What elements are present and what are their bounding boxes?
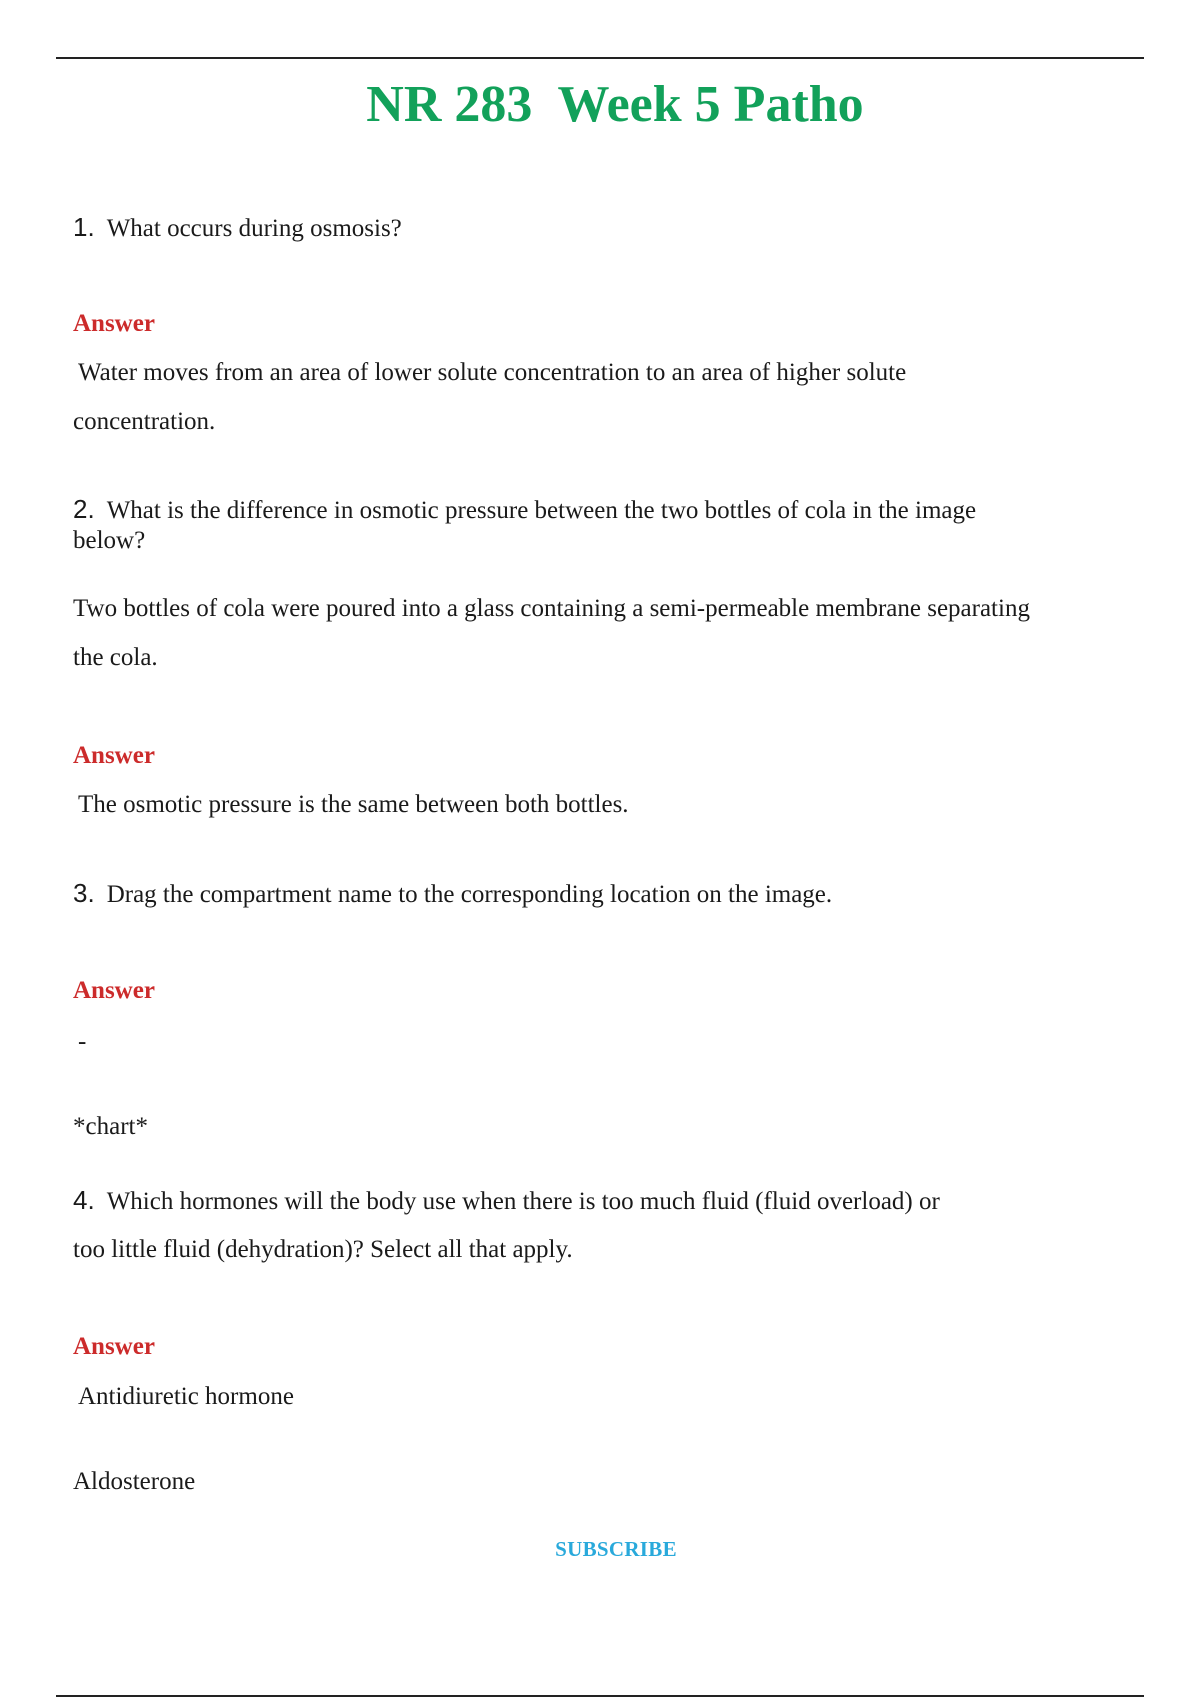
question-4-text: Which hormones will the body use when there is too much fluid (fluid overload) or (106, 1188, 940, 1215)
question-3-number: 3. (73, 878, 95, 908)
question-1-text: What occurs during osmosis? (106, 215, 402, 242)
question-3-text: Drag the compartment name to the corresponding location on the image. (106, 881, 833, 908)
answer-1-label: Answer (73, 310, 155, 337)
document-title: NR 283 Week 5 Patho (366, 76, 864, 133)
question-2-context-line-2: the cola. (73, 644, 158, 671)
answer-4-label: Answer (73, 1333, 155, 1360)
question-1 (73, 212, 402, 244)
answer-3-chart-placeholder: *chart* (73, 1113, 148, 1140)
subscribe-link[interactable]: SUBSCRIBE (555, 1537, 677, 1561)
answer-1-line-1: Water moves from an area of lower solute concentration to an area of higher solute (78, 359, 907, 386)
answer-3-line-1: - (78, 1028, 87, 1055)
question-3 (73, 878, 832, 910)
answer-2-label: Answer (73, 742, 155, 769)
answer-2-line-1: The osmotic pressure is the same between both bottles. (78, 791, 629, 818)
top-divider (56, 57, 1144, 59)
question-2-context-line-1: Two bottles of cola were poured into a glass containing a semi-permeable membrane separating (73, 595, 1030, 622)
question-2-number: 2. (73, 494, 95, 524)
answer-3-label: Answer (73, 977, 155, 1004)
answer-4-line-1: Antidiuretic hormone (78, 1383, 294, 1410)
question-4-line-2: too little fluid (dehydration)? Select all that apply. (73, 1236, 573, 1263)
question-4-number: 4. (73, 1185, 95, 1215)
question-2-text: What is the difference in osmotic pressure between the two bottles of cola in the image (106, 497, 977, 524)
question-2-line-2: below? (73, 527, 146, 554)
question-2 (73, 494, 976, 526)
question-1-number: 1. (73, 212, 95, 242)
question-4 (73, 1185, 940, 1217)
answer-1-line-2: concentration. (73, 408, 216, 435)
bottom-divider (56, 1695, 1144, 1697)
answer-4-line-2: Aldosterone (73, 1468, 196, 1495)
